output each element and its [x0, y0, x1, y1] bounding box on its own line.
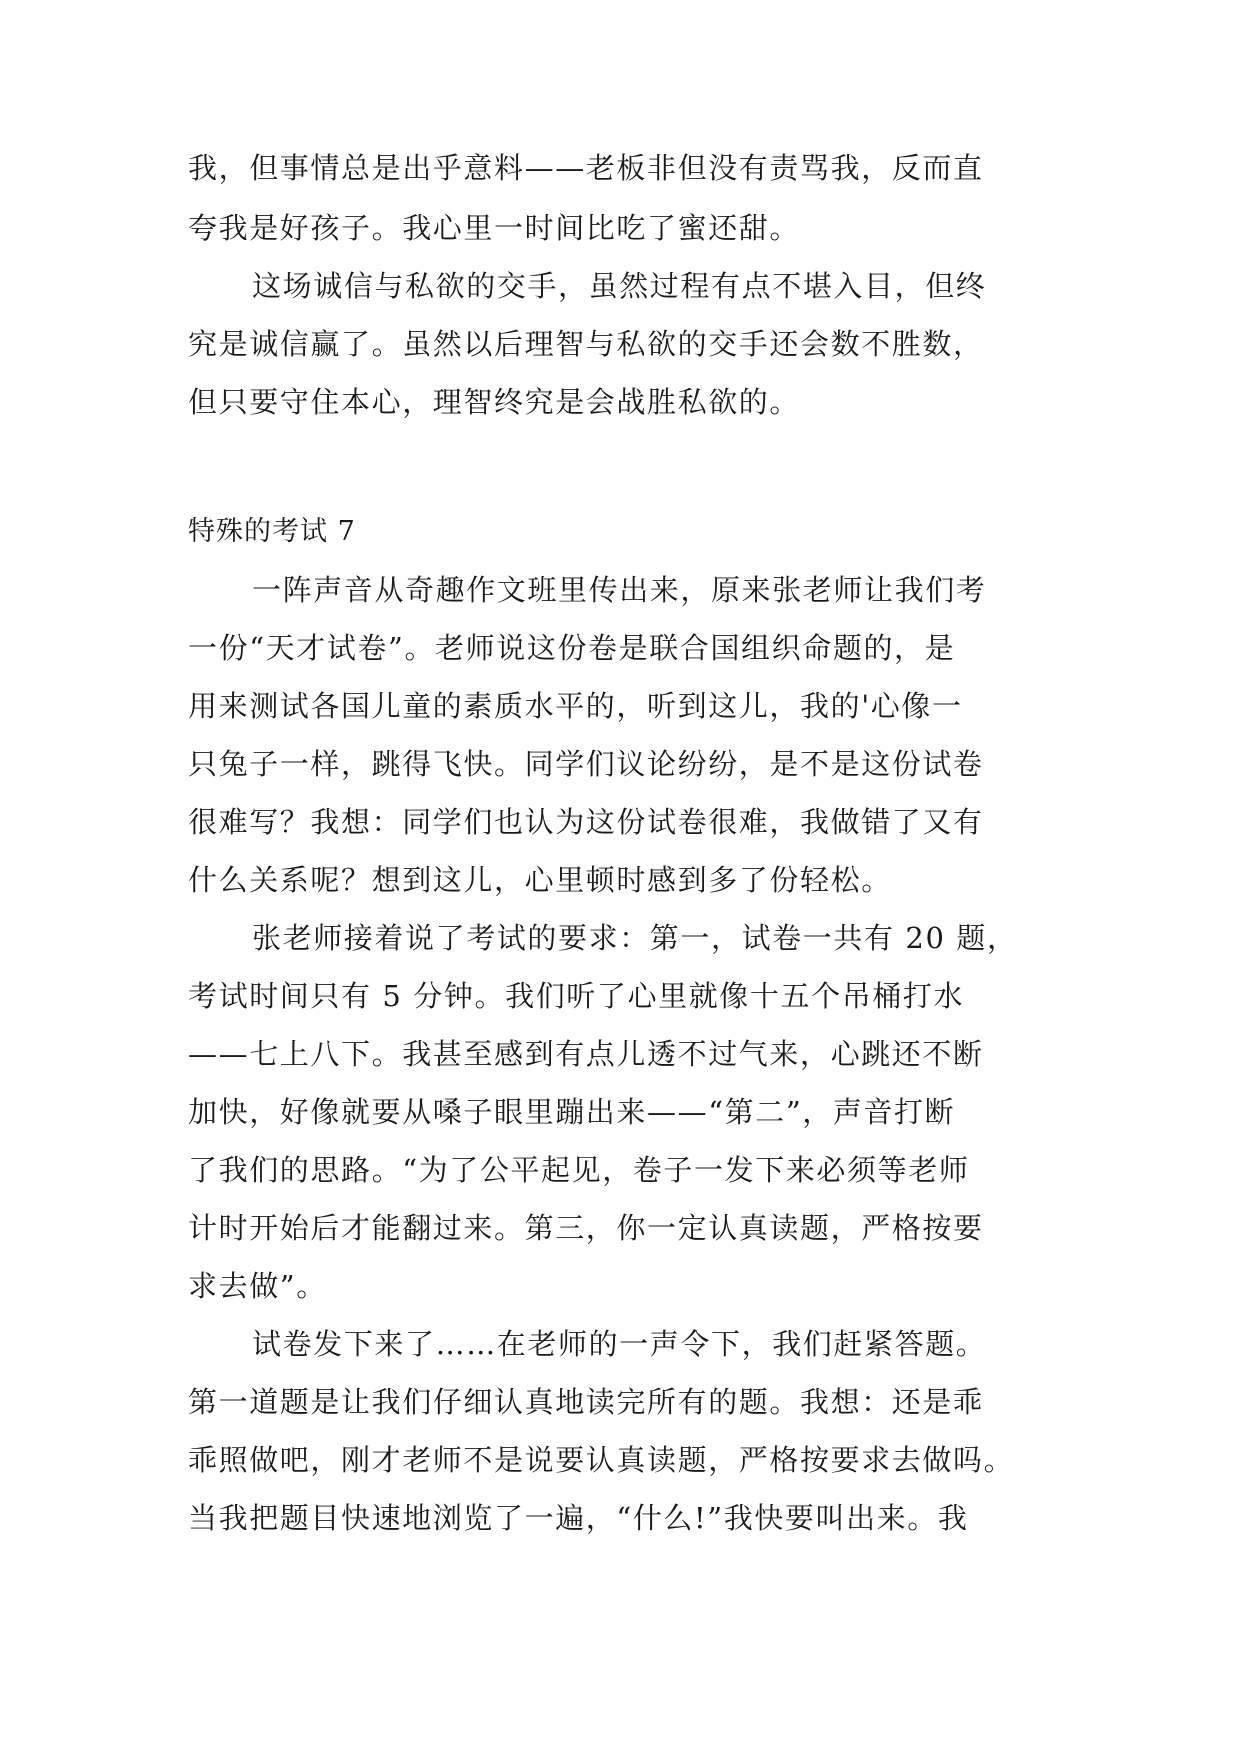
text-line: 用来测试各国儿童的素质水平的，听到这儿，我的'心像一 [188, 689, 963, 723]
text-line: 这场诚信与私欲的交手，虽然过程有点不堪入目，但终 [252, 269, 987, 303]
text-line: 很难写？我想：同学们也认为这份试卷很难，我做错了又有 [188, 805, 984, 839]
text-line: 但只要守住本心，理智终究是会战胜私欲的。 [188, 385, 801, 419]
text-line: 试卷发下来了……在老师的一声令下，我们赶紧答题。 [252, 1327, 987, 1361]
text-line: 考试时间只有 5 分钟。我们听了心里就像十五个吊桶打水 [188, 979, 965, 1013]
text-line: 求去做”。 [188, 1269, 327, 1303]
text-line: 我，但事情总是出乎意料——老板非但没有责骂我，反而直 [188, 151, 984, 185]
text-line: 夸我是好孩子。我心里一时间比吃了蜜还甜。 [188, 211, 801, 245]
text-line: 什么关系呢？想到这儿，心里顿时感到多了份轻松。 [188, 863, 892, 897]
text-line: 加快，好像就要从嗓子眼里蹦出来——“第二”，声音打断 [188, 1095, 956, 1129]
essay-title: 特殊的考试 7 [188, 516, 356, 547]
text-line: 张老师接着说了考试的要求：第一，试卷一共有 20 题， [252, 921, 1018, 955]
text-line: 究是诚信赢了。虽然以后理智与私欲的交手还会数不胜数， [188, 327, 984, 361]
text-line: ——七上八下。我甚至感到有点儿透不过气来，心跳还不断 [188, 1037, 984, 1071]
text-line: 第一道题是让我们仔细认真地读完所有的题。我想：还是乖 [188, 1385, 984, 1419]
text-line: 乖照做吧，刚才老师不是说要认真读题，严格按要求去做吗。 [188, 1443, 1015, 1477]
text-line: 一份“天才试卷”。老师说这份卷是联合国组织命题的，是 [188, 631, 956, 665]
text-line: 只兔子一样，跳得飞快。同学们议论纷纷，是不是这份试卷 [188, 747, 984, 781]
text-line: 当我把题目快速地浏览了一遍，“什么!”我快要叫出来。我 [188, 1501, 969, 1535]
text-line: 了我们的思路。“为了公平起见，卷子一发下来必须等老师 [188, 1153, 970, 1187]
text-line: 一阵声音从奇趣作文班里传出来，原来张老师让我们考 [252, 573, 987, 607]
text-line: 计时开始后才能翻过来。第三，你一定认真读题，严格按要 [188, 1211, 984, 1245]
